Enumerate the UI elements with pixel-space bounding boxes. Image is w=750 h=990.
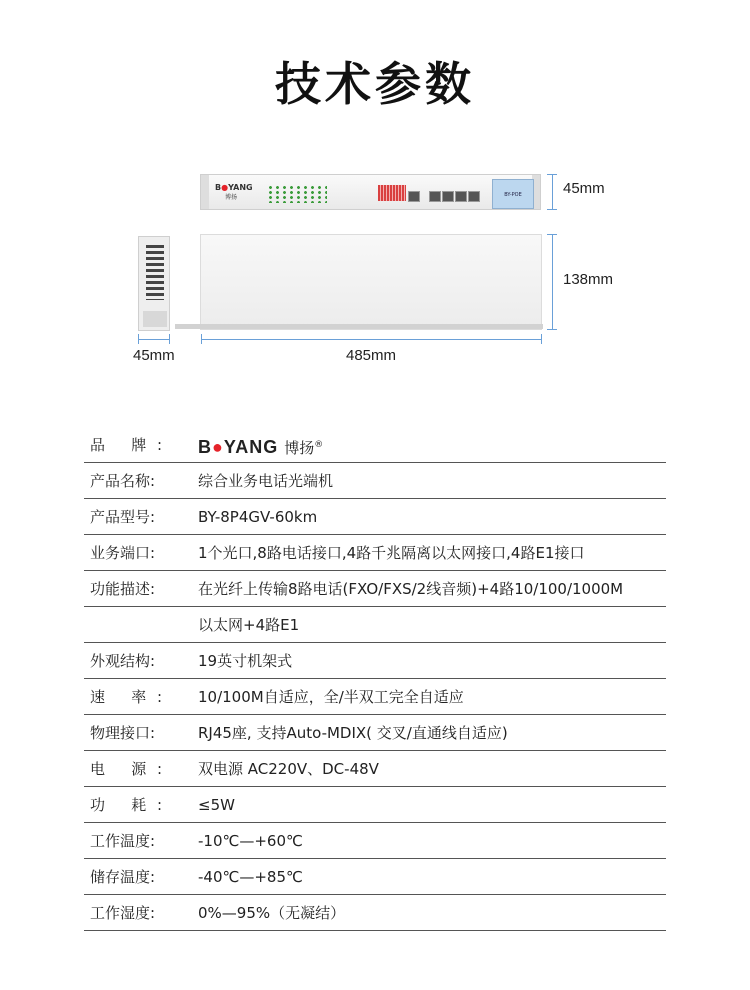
brand-b: B (198, 437, 212, 457)
device-logo-cn: 博扬 (225, 194, 238, 201)
spec-row (84, 571, 666, 607)
dim-line-side-width (138, 339, 170, 340)
dim-line-width (201, 339, 542, 340)
spec-value: 19英寸机架式 (198, 652, 293, 670)
ethernet-port-3 (455, 191, 467, 202)
spec-value: RJ45座, 支持Auto-MDIX( 交叉/直通线自适应) (198, 724, 508, 742)
spec-value: 综合业务电话光端机 (198, 472, 334, 490)
registered-mark: ® (314, 440, 324, 450)
spec-value: 10/100M自适应，全/半双工完全自适应 (198, 688, 464, 706)
ethernet-port-2 (442, 191, 454, 202)
rack-ear-left (201, 175, 209, 209)
device-label-sticker (492, 179, 534, 209)
side-bracket (143, 311, 167, 327)
spec-key: 产品名称: (90, 472, 156, 490)
brand-yang: YANG (223, 437, 279, 457)
spec-value: 以太网+4路E1 (198, 616, 300, 634)
dim-label-width: 485mm (346, 347, 397, 364)
device-side-view (138, 236, 170, 331)
spec-value: -40℃—+85℃ (198, 868, 303, 886)
spec-table (84, 427, 666, 931)
spec-row (84, 751, 666, 787)
device-logo-mark: ● (221, 183, 229, 192)
console-port (408, 191, 420, 202)
spec-key: 工作温度: (90, 832, 156, 850)
dim-label-side-width: 45mm (133, 347, 175, 364)
spec-row (84, 499, 666, 535)
spec-key: 业务端口: (90, 544, 156, 562)
spec-row (84, 463, 666, 499)
spec-value: 0%—95%（无凝结） (198, 904, 346, 922)
spec-value: -10℃—+60℃ (198, 832, 303, 850)
device-logo (215, 183, 253, 201)
spec-row (84, 643, 666, 679)
device-logo-yang: YANG (228, 183, 253, 192)
spec-row (84, 823, 666, 859)
spec-value: 双电源 AC220V、DC-48V (198, 760, 379, 778)
spec-row (84, 859, 666, 895)
spec-row-brand (84, 427, 666, 463)
dip-switch (378, 185, 406, 201)
mounting-rail (175, 324, 543, 329)
led-indicators (267, 185, 327, 203)
spec-row (84, 679, 666, 715)
spec-key: 工作湿度: (90, 904, 156, 922)
side-vent (146, 245, 164, 300)
spec-value: ≤5W (198, 796, 235, 814)
dim-label-depth: 138mm (563, 271, 614, 288)
spec-row (84, 715, 666, 751)
dim-line-depth (552, 234, 553, 330)
spec-row (84, 535, 666, 571)
spec-key: 功能描述: (90, 580, 156, 598)
spec-key: 电 源: (90, 760, 162, 778)
spec-key: 产品型号: (90, 508, 156, 526)
spec-value-brand (198, 427, 323, 466)
spec-key: 储存温度: (90, 868, 156, 886)
dim-label-front-height: 45mm (563, 180, 605, 197)
spec-key: 外观结构: (90, 652, 156, 670)
device-front-panel (200, 174, 541, 210)
spec-key: 品 牌: (90, 436, 162, 454)
spec-row (84, 607, 666, 643)
spec-row (84, 895, 666, 931)
spec-key: 物理接口: (90, 724, 156, 742)
spec-value: BY-8P4GV-60km (198, 508, 318, 526)
dim-line-front-height (552, 174, 553, 210)
device-top-view (200, 234, 542, 330)
spec-row (84, 787, 666, 823)
page-title: 技术参数 (275, 57, 475, 111)
ethernet-port-4 (468, 191, 480, 202)
brand-logo (198, 437, 278, 457)
spec-value: 在光纤上传输8路电话(FXO/FXS/2线音频)+4路10/100/1000M (198, 580, 624, 598)
spec-key: 功 耗: (90, 796, 162, 814)
brand-cn: 博扬 (284, 439, 315, 457)
ethernet-port-1 (429, 191, 441, 202)
brand-mark: ● (212, 437, 224, 457)
spec-value: 1个光口,8路电话接口,4路千兆隔离以太网接口,4路E1接口 (198, 544, 585, 562)
sticker-text: BY-POE (504, 192, 522, 198)
spec-key: 速 率: (90, 688, 162, 706)
device-logo-b: B (215, 183, 222, 192)
